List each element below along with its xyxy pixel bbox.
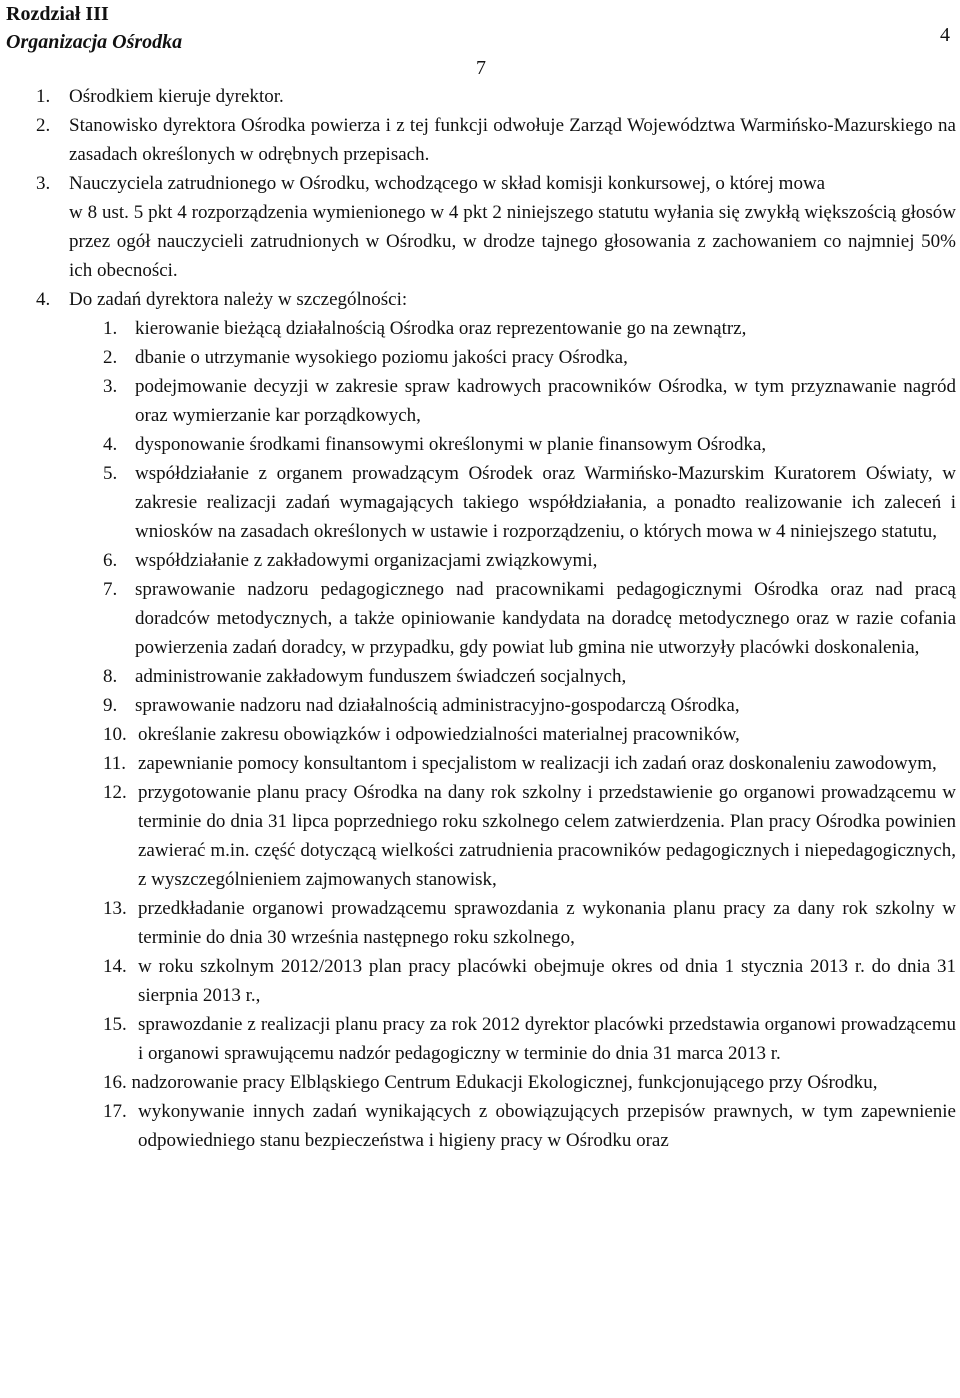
task-17-list — [103, 1097, 956, 1155]
task-number: 14. — [103, 956, 127, 977]
task-text: wykonywanie innych zadań wynikających z obowiązujących przepisów prawnych, w tym zapewnienie odpowiedniego stanu bezpieczeństwa i higieny pracy w Ośrodku oraz — [138, 1101, 956, 1151]
task-3 — [103, 372, 956, 430]
task-text: określanie zakresu obowiązków i odpowiedzialności materialnej pracowników, — [138, 724, 740, 745]
task-12 — [103, 778, 956, 894]
task-number: 7. — [103, 579, 118, 600]
point-1 — [6, 82, 956, 111]
task-17 — [103, 1097, 956, 1155]
task-9 — [103, 691, 956, 720]
task-text: sprawowanie nadzoru nad działalnością administracyjno-gospodarczą Ośrodka, — [135, 695, 740, 716]
task-number: 16. — [103, 1072, 127, 1093]
task-text: dysponowanie środkami finansowymi określonymi w planie finansowym Ośrodka, — [135, 434, 767, 455]
task-number: 12. — [103, 782, 127, 803]
paragraph-mark: 7 — [476, 57, 486, 79]
task-text: przygotowanie planu pracy Ośrodka na dany rok szkolny i przedstawienie go organowi prowadzącemu w terminie do dnia 31 lipca poprzedniego roku szkolnego celem zatwierdzenia. Plan pracy Ośrodka powinien zawierać m.in. część dotyczącą wielkości zatrudnienia pracowników pedagogicznych i niepedagogicznych, z wyszczególnieniem zajmowanych stanowisk, — [138, 782, 956, 890]
point-number: 2. — [36, 115, 51, 136]
point-number: 4. — [36, 289, 51, 310]
point-text: Do zadań dyrektora należy w szczególności: — [69, 289, 408, 310]
task-number: 2. — [103, 347, 118, 368]
task-5 — [103, 459, 956, 546]
director-tasks-list — [103, 314, 956, 1068]
task-text: zapewnianie pomocy konsultantom i specjalistom w realizacji ich zadań oraz doskonaleniu zawodowym, — [138, 753, 937, 774]
task-11 — [103, 749, 956, 778]
task-14 — [103, 952, 956, 1010]
chapter-title: Rozdział III — [6, 3, 109, 25]
document-page — [6, 0, 956, 1151]
task-number: 9. — [103, 695, 118, 716]
task-6 — [103, 546, 956, 575]
task-number: 10. — [103, 724, 127, 745]
task-number: 13. — [103, 898, 127, 919]
task-number: 5. — [103, 463, 118, 484]
task-text: administrowanie zakładowym funduszem świadczeń socjalnych, — [135, 666, 627, 687]
task-2 — [103, 343, 956, 372]
task-7 — [103, 575, 956, 662]
task-15 — [103, 1010, 956, 1068]
task-text: sprawozdanie z realizacji planu pracy za rok 2012 dyrektor placówki przedstawia organowi prowadzącemu i organowi sprawującemu nadzór pedagogiczny w terminie do dnia 31 marca 2013 r. — [138, 1014, 956, 1064]
task-text: współdziałanie z organem prowadzącym Ośrodek oraz Warmińsko-Mazurskim Kuratorem Oświaty, w zakresie realizacji zadań wymagających takiego współdziałania, a ponadto realizowanie ich zaleceń i wniosków na zasadach określonych w ustawie i rozporządzeniu, o których mowa w 4 niniejszego statutu, — [135, 463, 956, 542]
task-number: 3. — [103, 376, 118, 397]
task-number: 6. — [103, 550, 118, 571]
task-number: 11. — [103, 753, 127, 774]
point-4 — [6, 285, 956, 314]
task-number: 8. — [103, 666, 118, 687]
task-10 — [103, 720, 956, 749]
point-number: 3. — [36, 173, 51, 194]
task-text: podejmowanie decyzji w zakresie spraw kadrowych pracowników Ośrodka, w tym przyznawanie nagród oraz wymierzanie kar porządkowych, — [135, 376, 956, 426]
point-3 — [6, 169, 956, 285]
task-4 — [103, 430, 956, 459]
task-13 — [103, 894, 956, 952]
page-number: 4 — [940, 24, 950, 46]
task-number: 4. — [103, 434, 118, 455]
task-text: przedkładanie organowi prowadzącemu sprawozdania z wykonania planu pracy za dany rok szkolny w terminie do dnia 30 września następnego roku szkolnego, — [138, 898, 956, 948]
task-number: 17. — [103, 1101, 127, 1122]
point-number: 1. — [36, 86, 51, 107]
task-number: 1. — [103, 318, 118, 339]
task-text: nadzorowanie pracy Elbląskiego Centrum Edukacji Ekologicznej, funkcjonującego przy Ośrodku, — [131, 1072, 878, 1093]
task-1 — [103, 314, 956, 343]
task-text: współdziałanie z zakładowymi organizacjami związkowymi, — [135, 550, 598, 571]
point-text-first-line: Nauczyciela zatrudnionego w Ośrodku, wchodzącego w skład komisji konkursowej, o której mowa — [69, 173, 826, 194]
point-text-continued: w 8 ust. 5 pkt 4 rozporządzenia wymienionego w 4 pkt 2 niniejszego statutu wyłania się zwykłą większością głosów przez ogół nauczycieli zatrudnionych w Ośrodku, w drodze tajnego głosowania z zachowaniem co najmniej 50% ich obecności. — [69, 202, 956, 281]
task-text: dbanie o utrzymanie wysokiego poziomu jakości pracy Ośrodka, — [135, 347, 628, 368]
chapter-subtitle: Organizacja Ośrodka — [6, 31, 183, 53]
task-8 — [103, 662, 956, 691]
task-number: 15. — [103, 1014, 127, 1035]
point-text: Stanowisko dyrektora Ośrodka powierza i z tej funkcji odwołuje Zarząd Województwa Warmińsko-Mazurskiego na zasadach określonych w odrębnych przepisach. — [69, 115, 956, 165]
task-text: sprawowanie nadzoru pedagogicznego nad pracownikami pedagogicznymi Ośrodka oraz nad pracą doradców metodycznych, a także opiniowanie kandydata na doradcę metodycznego oraz w razie cofania powierzenia zadań doradcy, w przypadku, gdy powiat lub gmina nie utworzyły placówki doskonalenia, — [135, 579, 956, 658]
task-16 — [103, 1068, 956, 1097]
task-text: w roku szkolnym 2012/2013 plan pracy placówki obejmuje okres od dnia 1 stycznia 2013 r. do dnia 31 sierpnia 2013 r., — [138, 956, 956, 1006]
points-list — [6, 82, 956, 1155]
task-text: kierowanie bieżącą działalnością Ośrodka oraz reprezentowanie go na zewnątrz, — [135, 318, 747, 339]
point-2 — [6, 111, 956, 169]
point-text: Ośrodkiem kieruje dyrektor. — [69, 86, 284, 107]
